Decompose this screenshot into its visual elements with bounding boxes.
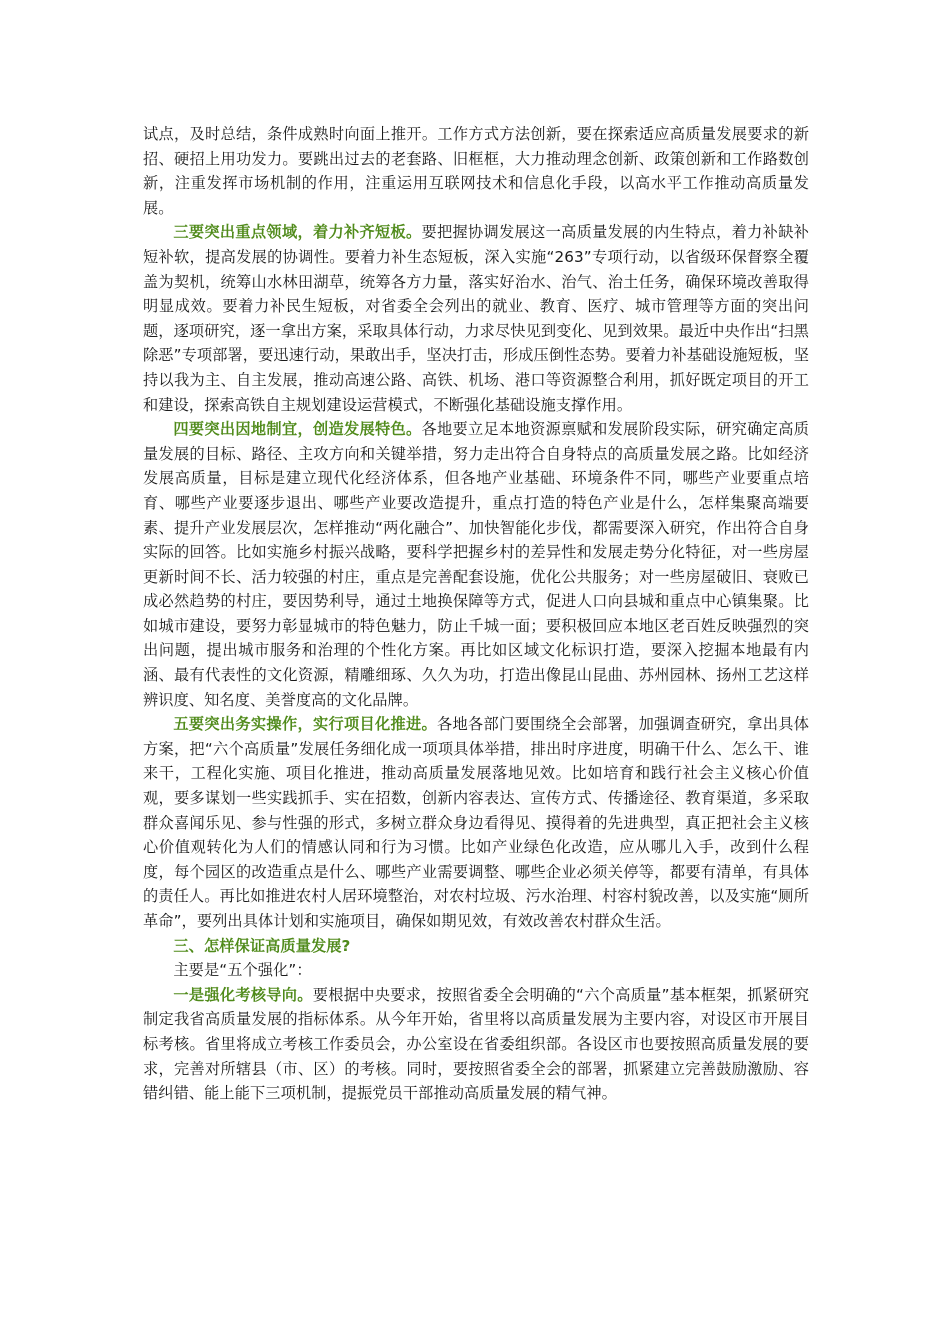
paragraph-lead: 三要突出重点领域，着力补齐短板。	[173, 223, 422, 242]
paragraph-text: 要根据中央要求，按照省委全会明确的“六个高质量”基本框架，抓紧研究制定我省高质量发展的指标体系。从今年开始，省里将以高质量发展为主要内容，对设区市开展目标考核。省里将成立考核工作委员会，办公室设在省委组织部。各设区市也要按照高质量发展的要求，完善对所辖县（市、区）的考核。同时，要按照省委全会的部署，抓紧建立完善鼓励激励、容错纠错、能上能下三项机制，提振党员干部推动高质量发展的精气神。	[143, 985, 809, 1103]
paragraph-text: 各地各部门要围绕全会部署，加强调查研究，拿出具体方案，把“六个高质量”发展任务细化成一项项具体举措，排出时序进度，明确干什么、怎么干、谁来干，工程化实施、项目化推进，推动高质量发展落地见效。比如培育和践行社会主义核心价值观，要多谋划一些实践抓手、实在招数，创新内容表达、宣传方式、传播途径、教育渠道，多采取群众喜闻乐见、参与性强的形式，多树立群众身边看得见、摸得着的先进典型，真正把社会主义核心价值观转化为人们的情感认同和行为习惯。比如产业绿色化改造，应从哪儿入手，改到什么程度，每个园区的改造重点是什么、哪些产业需要调整、哪些企业必须关停等，都要有清单，有具体的责任人。再比如推进农村人居环境整治，对农村垃圾、污水治理、村容村貌改善，以及实施“厕所革命”，要列出具体计划和实施项目，确保如期见效，有效改善农村群众生活。	[143, 715, 809, 930]
document-page	[143, 122, 809, 1106]
intro-line: 主要是“五个强化”：	[173, 961, 312, 980]
paragraph-strengthen-one	[143, 983, 809, 1106]
paragraph-text: 试点，及时总结，条件成熟时向面上推开。工作方式方法创新，要在探索适应高质量发展要求的新招、硬招上用功发力。要跳出过去的老套路、旧框框，大力推动理念创新、政策创新和工作路数创新，注重发挥市场机制的作用，注重运用互联网技术和信息化手段，以高水平工作推动高质量发展。	[143, 125, 809, 217]
paragraph-text: 各地要立足本地资源禀赋和发展阶段实际，研究确定高质量发展的目标、路径、主攻方向和关键举措，努力走出符合自身特点的高质量发展之路。比如经济发展高质量，目标是建立现代化经济体系，但各地产业基础、环境条件不同，哪些产业要重点培育、哪些产业要逐步退出、哪些产业要改造提升，重点打造的特色产业是什么，怎样集聚高端要素、提升产业发展层次，怎样推动“两化融合”、加快智能化步伐，都需要深入研究，作出符合自身实际的回答。比如实施乡村振兴战略，要科学把握乡村的差异性和发展走势分化特征，对一些房屋更新时间不长、活力较强的村庄，重点是完善配套设施，优化公共服务；对一些房屋破旧、衰败已成必然趋势的村庄，要因势利导，通过土地换保障等方式，促进人口向县城和重点中心镇集聚。比如城市建设，要努力彰显城市的特色魅力，防止千城一面；要积极回应本地区老百姓反映强烈的突出问题，提出城市服务和治理的个性化方案。再比如区域文化标识打造，要深入挖掘本地最有内涵、最有代表性的文化资源，精雕细琢、久久为功，打造出像昆山昆曲、苏州园林、扬州工艺这样辨识度、知名度、美誉度高的文化品牌。	[143, 420, 809, 709]
paragraph-lead: 四要突出因地制宜，创造发展特色。	[173, 420, 422, 439]
paragraph-text: 要把握协调发展这一高质量发展的内生特点，着力补缺补短补软，提高发展的协调性。要着力补生态短板，深入实施“263”专项行动，以省级环保督察全覆盖为契机，统筹山水林田湖草，统筹各方力量，落实好治水、治气、治土任务，确保环境改善取得明显成效。要着力补民生短板，对省委全会列出的就业、教育、医疗、城市管理等方面的突出问题，逐项研究，逐一拿出方案，采取具体行动，力求尽快见到变化、见到效果。最近中央作出“扫黑除恶”专项部署，要迅速行动，果敢出手，坚决打击，形成压倒性态势。要着力补基础设施短板，坚持以我为主、自主发展，推动高速公路、高铁、机场、港口等资源整合利用，抓好既定项目的开工和建设，探索高铁自主规划建设运营模式，不断强化基础设施支撑作用。	[143, 223, 809, 414]
paragraph-three	[143, 220, 809, 417]
paragraph-lead: 一是强化考核导向。	[173, 985, 313, 1004]
paragraph-four	[143, 417, 809, 712]
paragraph-lead: 五要突出务实操作，实行项目化推进。	[173, 715, 438, 734]
paragraph-five	[143, 712, 809, 933]
section-heading: 三、怎样保证高质量发展?	[173, 936, 351, 955]
paragraph-continued	[143, 122, 809, 220]
